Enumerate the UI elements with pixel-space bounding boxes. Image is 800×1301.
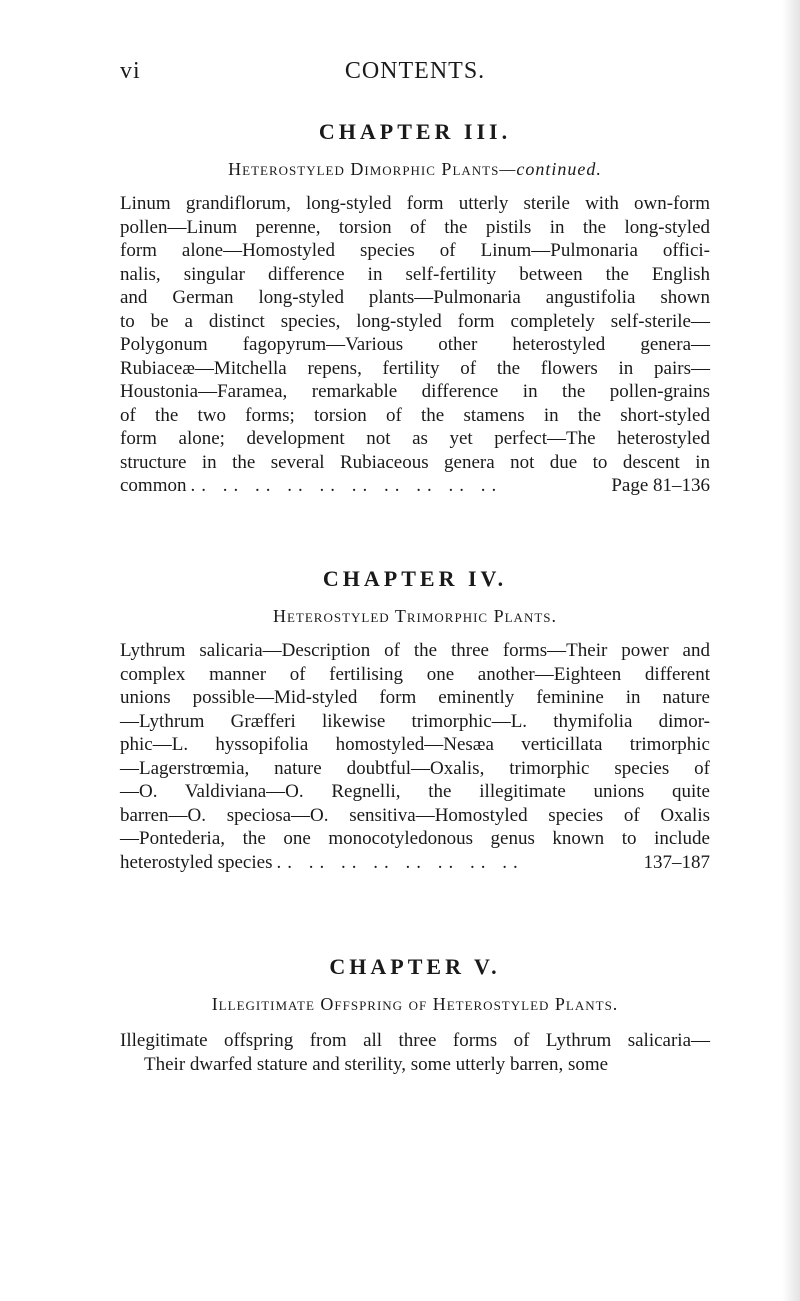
summary-line: of the two forms; torsion of the stamens in the short-styled — [120, 404, 710, 426]
chapter-subtitle-continued: —continued. — [499, 159, 602, 179]
summary-line: unions possible—Mid-styled form eminently feminine in nature — [120, 687, 710, 708]
dot-leader: .. .. .. .. .. .. .. .. .. .. — [190, 475, 503, 496]
summary-line: Houstonia—Faramea, remarkable difference in the pollen-grains — [120, 381, 710, 402]
summary-line: form alone; development not as yet perfect—The heterostyled — [120, 428, 710, 449]
summary-line: phic—L. hyssopifolia homostyled—Nesæa verticillata trimorphic — [120, 734, 710, 755]
summary-line: form alone—Homostyled species of Linum—Pulmonaria offici- — [120, 240, 710, 261]
chapter-subtitle-text: Heterostyled Dimorphic Plants — [228, 159, 500, 179]
running-head: CONTENTS. — [344, 58, 486, 84]
summary-line: Polygonum fagopyrum—Various other heterostyled genera— — [120, 334, 710, 355]
summary-line: to be a distinct species, long-styled form completely self-sterile— — [120, 310, 710, 332]
page-range: Page 81–136 — [611, 475, 710, 496]
chapter-summary — [120, 1029, 710, 1076]
page-range: 137–187 — [643, 851, 710, 873]
page-edge-shadow — [782, 0, 800, 1301]
summary-line: nalis, singular difference in self-fertility between the English — [120, 263, 710, 285]
chapter-title: CHAPTER V. — [329, 954, 501, 979]
chapter-summary — [120, 639, 710, 874]
chapter-subtitle-text: Heterostyled Trimorphic Plants. — [272, 606, 557, 626]
summary-last-words: common — [120, 475, 187, 496]
chapter-title: CHAPTER IV. — [322, 566, 508, 591]
dot-leader: .. .. .. .. .. .. .. .. — [276, 851, 524, 873]
summary-line: Their dwarfed stature and sterility, some utterly barren, some — [144, 1053, 609, 1075]
page-header — [120, 58, 710, 88]
summary-line: Lythrum salicaria—Description of the three forms—Their power and — [120, 640, 710, 661]
summary-line: —Lagerstrœmia, nature doubtful—Oxalis, trimorphic species of — [120, 757, 710, 779]
chapter-5 — [120, 954, 710, 1076]
page-number: vi — [120, 58, 141, 84]
summary-line: barren—O. speciosa—O. sensitiva—Homostyled species of Oxalis — [120, 804, 710, 826]
chapter-4 — [120, 566, 710, 874]
summary-line: —Pontederia, the one monocotyledonous genus known to include — [120, 828, 710, 849]
chapter-subtitle — [120, 994, 710, 1015]
chapter-subtitle — [120, 159, 710, 180]
summary-line: —Lythrum Græfferi likewise trimorphic—L. thymifolia dimor- — [120, 710, 710, 732]
summary-line: and German long-styled plants—Pulmonaria angustifolia shown — [120, 287, 710, 308]
summary-line: complex manner of fertilising one another—Eighteen different — [120, 663, 710, 685]
summary-last-line — [120, 474, 710, 498]
summary-line: Rubiaceæ—Mitchella repens, fertility of the flowers in pairs— — [120, 357, 710, 379]
summary-line: —O. Valdiviana—O. Regnelli, the illegitimate unions quite — [120, 781, 710, 802]
summary-line: Illegitimate offspring from all three forms of Lythrum salicaria— — [120, 1030, 710, 1051]
chapter-3 — [120, 119, 710, 498]
chapter-title: CHAPTER III. — [318, 119, 512, 144]
summary-line: pollen—Linum perenne, torsion of the pistils in the long-styled — [120, 216, 710, 238]
summary-line: structure in the several Rubiaceous genera not due to descent in — [120, 451, 710, 473]
summary-line: Linum grandiflorum, long-styled form utterly sterile with own-form — [120, 193, 710, 214]
chapter-subtitle — [120, 606, 710, 627]
chapter-summary — [120, 192, 710, 498]
summary-last-words: heterostyled species — [120, 851, 273, 873]
summary-last-line — [120, 851, 710, 875]
chapter-subtitle-text: Illegitimate Offspring of Heterostyled Plants. — [211, 994, 619, 1014]
